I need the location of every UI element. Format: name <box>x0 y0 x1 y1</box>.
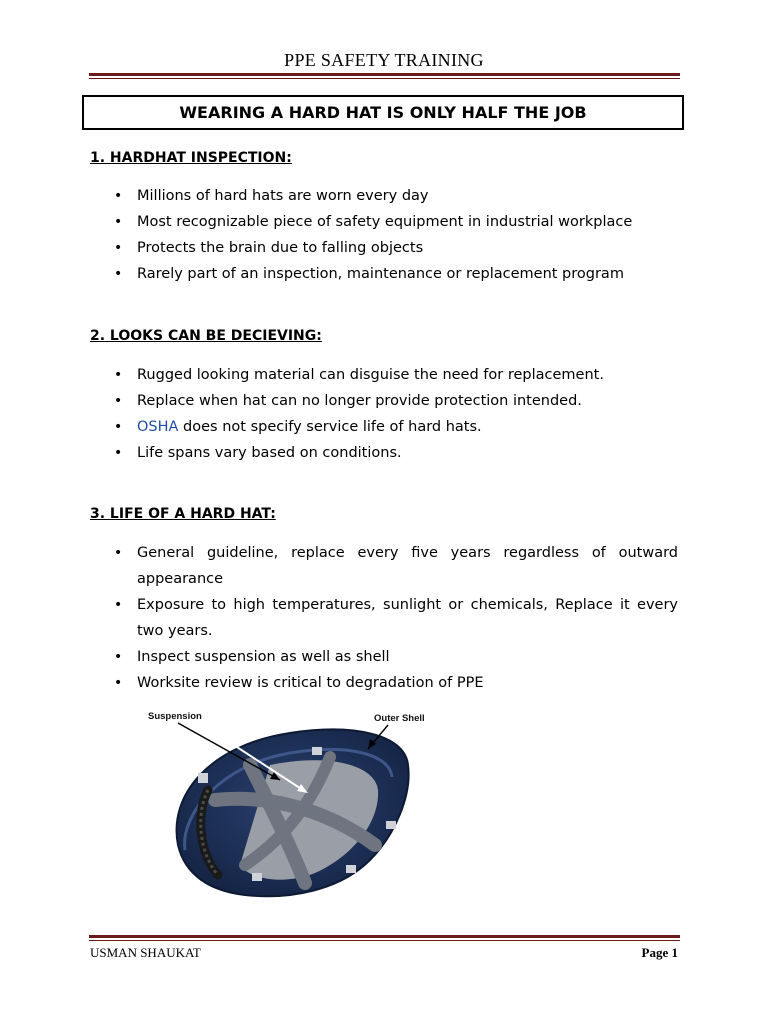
list-item: • General guideline, replace every five years regardless of outward appearance <box>110 540 678 592</box>
list-item: • Rugged looking material can disguise the need for replacement. <box>110 362 678 388</box>
list-item: • Millions of hard hats are worn every day <box>110 183 678 209</box>
bullet-icon: • <box>114 393 123 409</box>
bullet-icon: • <box>114 675 123 691</box>
section-heading-3: 3. LIFE OF A HARD HAT: <box>90 506 276 522</box>
list-item: • Rarely part of an inspection, maintenance or replacement program <box>110 261 678 287</box>
hard-hat-figure <box>140 705 430 905</box>
footer-rule <box>89 935 680 941</box>
header-rule <box>89 73 680 79</box>
bullet-icon: • <box>114 545 123 561</box>
section-3-list <box>110 540 678 696</box>
bullet-icon: • <box>114 597 123 613</box>
section-heading-2: 2. LOOKS CAN BE DECIEVING: <box>90 328 322 344</box>
header-title: PPE SAFETY TRAINING <box>284 50 484 70</box>
list-item: • Most recognizable piece of safety equipment in industrial workplace <box>110 209 678 235</box>
bullet-icon: • <box>114 266 123 282</box>
bullet-icon: • <box>114 445 123 461</box>
footer-author: USMAN SHAUKAT <box>90 945 201 960</box>
title-box <box>82 95 684 130</box>
section-heading-1: 1. HARDHAT INSPECTION: <box>90 150 292 166</box>
osha-line: OSHA does not specify service life of hard hats. <box>137 419 482 435</box>
title-text: WEARING A HARD HAT IS ONLY HALF THE JOB <box>179 103 587 122</box>
list-item: • Exposure to high temperatures, sunlight or chemicals, Replace it every two years. <box>110 592 678 644</box>
list-item: • Worksite review is critical to degradation of PPE <box>110 670 678 696</box>
suspension-label: Suspension <box>148 711 202 722</box>
footer-page-number: Page 1 <box>641 945 678 960</box>
list-item: • Protects the brain due to falling objects <box>110 235 678 261</box>
section-2-list <box>110 362 678 466</box>
bullet-icon: • <box>114 214 123 230</box>
list-item <box>110 414 678 440</box>
section-1-list <box>110 183 678 287</box>
bullet-icon: • <box>114 240 123 256</box>
list-item: • Inspect suspension as well as shell <box>110 644 678 670</box>
outer-shell-label: Outer Shell <box>374 713 425 724</box>
bullet-icon: • <box>114 649 123 665</box>
osha-word: OSHA <box>137 419 179 435</box>
bullet-icon: • <box>114 419 123 435</box>
list-item: • Life spans vary based on conditions. <box>110 440 678 466</box>
hard-hat-icon <box>140 705 430 905</box>
bullet-icon: • <box>114 188 123 204</box>
bullet-icon: • <box>114 367 123 383</box>
list-item: • Replace when hat can no longer provide protection intended. <box>110 388 678 414</box>
